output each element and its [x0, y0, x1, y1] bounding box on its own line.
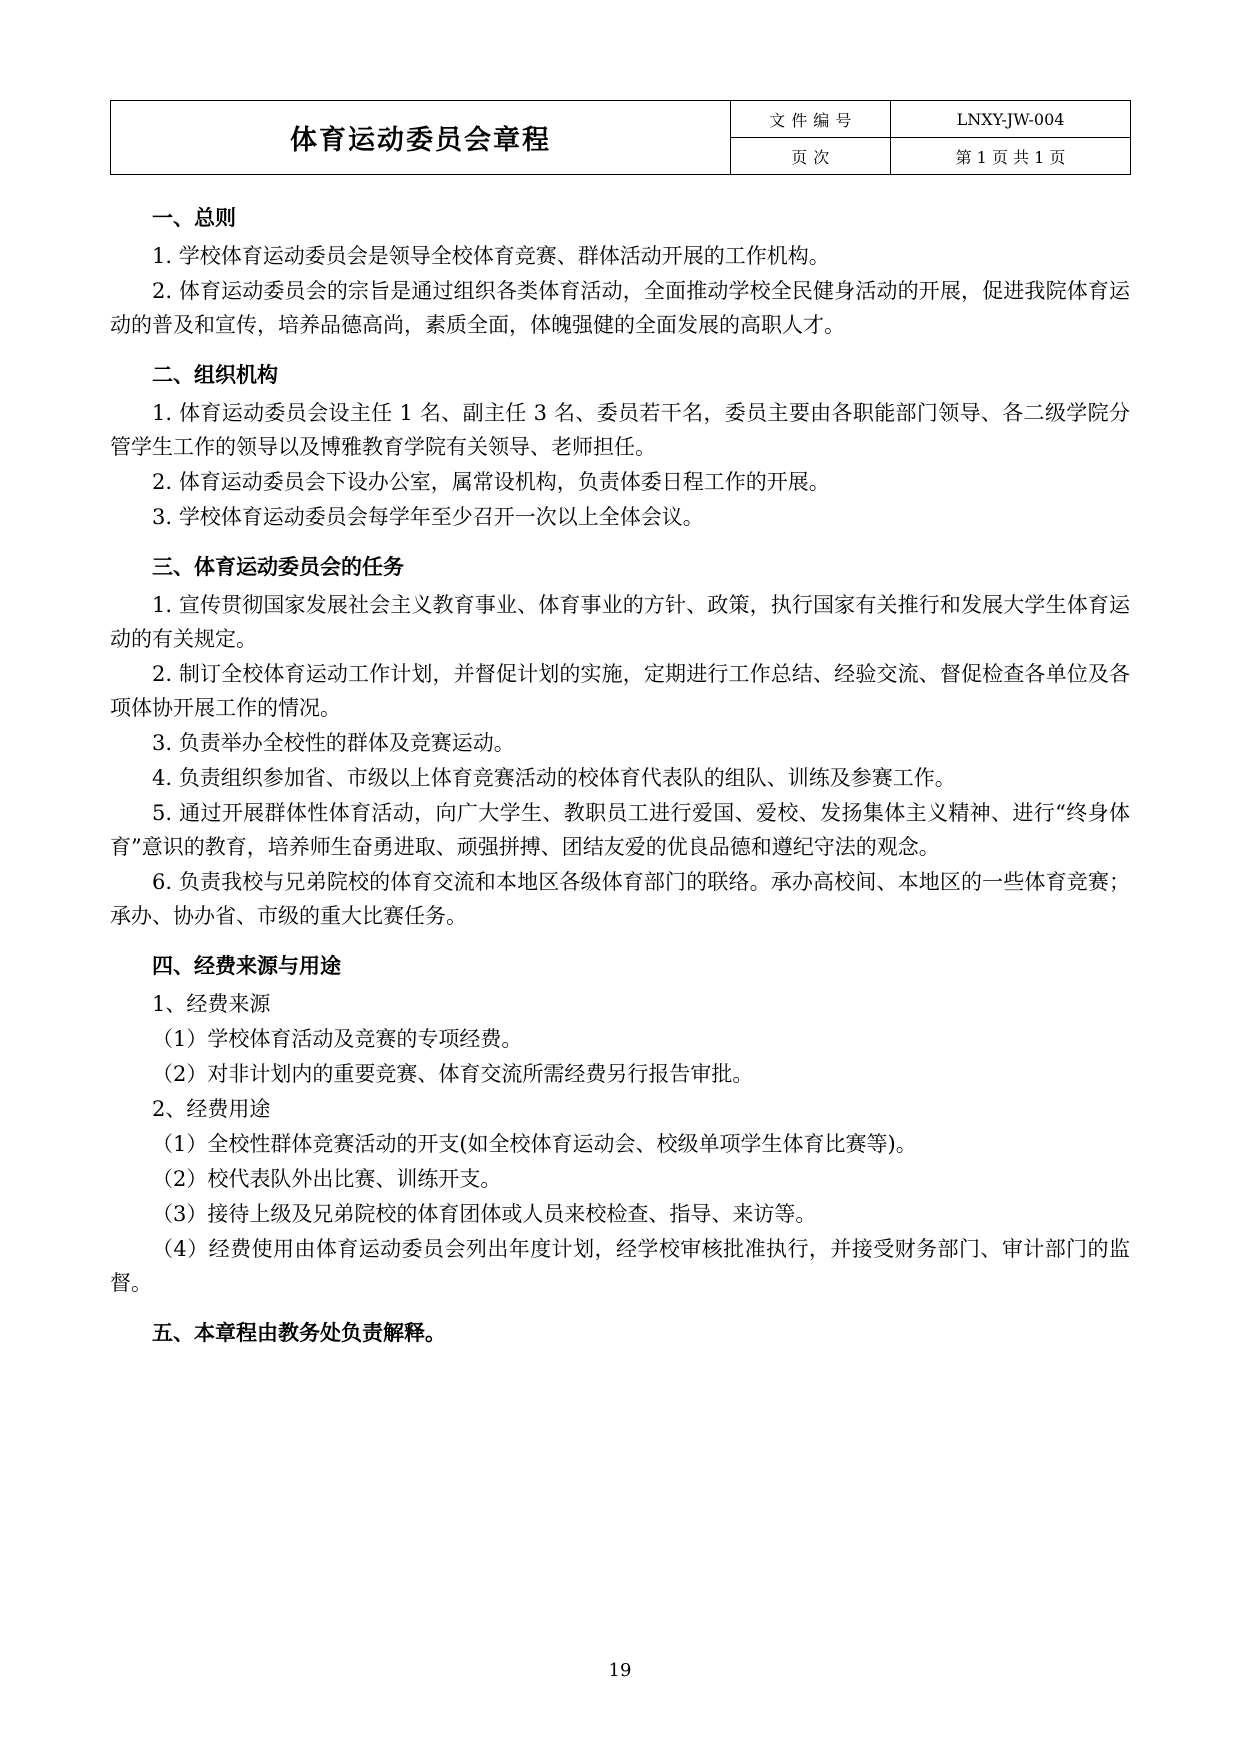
section-heading: 五、本章程由教务处负责解释。 [152, 1321, 446, 1346]
page-index-value: 第 1 页 共 1 页 [891, 138, 1131, 175]
paragraph: 1. 宣传贯彻国家发展社会主义教育事业、体育事业的方针、政策，执行国家有关推行和发展大学生体育运动的有关规定。 [110, 593, 1130, 652]
doc-number-label: 文 件 编 号 [731, 101, 891, 138]
paragraph: 3. 学校体育运动委员会每学年至少召开一次以上全体会议。 [152, 505, 704, 530]
paragraph: 2. 制订全校体育运动工作计划，并督促计划的实施，定期进行工作总结、经验交流、督促检查各单位及各项体协开展工作的情况。 [110, 662, 1130, 721]
paragraph: （4）经费使用由体育运动委员会列出年度计划，经学校审核批准执行，并接受财务部门、审计部门的监督。 [110, 1237, 1130, 1296]
paragraph: 4. 负责组织参加省、市级以上体育竞赛活动的校体育代表队的组队、训练及参赛工作。 [152, 766, 956, 791]
paragraph: 3. 负责举办全校性的群体及竞赛运动。 [152, 731, 515, 756]
page-number: 19 [608, 1660, 632, 1681]
paragraph: 2. 体育运动委员会的宗旨是通过组织各类体育活动，全面推动学校全民健身活动的开展，促进我院体育运动的普及和宣传，培养品德高尚，素质全面，体魄强健的全面发展的高职人才。 [110, 279, 1130, 338]
paragraph: （3）接待上级及兄弟院校的体育团体或人员来校检查、指导、来访等。 [152, 1202, 817, 1227]
paragraph: （2）对非计划内的重要竞赛、体育交流所需经费另行报告审批。 [152, 1062, 754, 1087]
paragraph: 1、经费来源 [152, 992, 271, 1017]
paragraph: 6. 负责我校与兄弟院校的体育交流和本地区各级体育部门的联络。承办高校间、本地区的一些体育竞赛；承办、协办省、市级的重大比赛任务。 [110, 870, 1130, 929]
paragraph: （1）全校性群体竞赛活动的开支(如全校体育运动会、校级单项学生体育比赛等)。 [152, 1132, 917, 1157]
section-heading: 四、经费来源与用途 [152, 954, 341, 979]
paragraph: 1. 学校体育运动委员会是领导全校体育竞赛、群体活动开展的工作机构。 [152, 244, 830, 269]
paragraph: （1）学校体育活动及竞赛的专项经费。 [152, 1027, 523, 1052]
paragraph: （2）校代表队外出比赛、训练开支。 [152, 1167, 502, 1192]
paragraph: 2、经费用途 [152, 1097, 271, 1122]
page-index-label: 页 次 [731, 138, 891, 175]
document-body [110, 201, 1130, 1350]
document-title-cell [111, 101, 731, 175]
paragraph: 5. 通过开展群体性体育活动，向广大学生、教职员工进行爱国、爱校、发扬集体主义精神、进行“终身体育”意识的教育，培养师生奋勇进取、顽强拼搏、团结友爱的优良品德和遵纪守法的观念。 [110, 801, 1130, 860]
document-header-table [110, 100, 1131, 175]
doc-number-value: LNXY-JW-004 [891, 101, 1131, 138]
section-heading: 三、体育运动委员会的任务 [152, 555, 404, 580]
section-heading: 一、总则 [152, 206, 236, 230]
section-heading: 二、组织机构 [152, 363, 278, 388]
paragraph: 2. 体育运动委员会下设办公室，属常设机构，负责体委日程工作的开展。 [152, 470, 830, 495]
paragraph: 1. 体育运动委员会设主任 1 名、副主任 3 名、委员若干名，委员主要由各职能部门领导、各二级学院分管学生工作的领导以及博雅教育学院有关领导、老师担任。 [110, 401, 1130, 460]
page-title: 体育运动委员会章程 [290, 125, 551, 156]
